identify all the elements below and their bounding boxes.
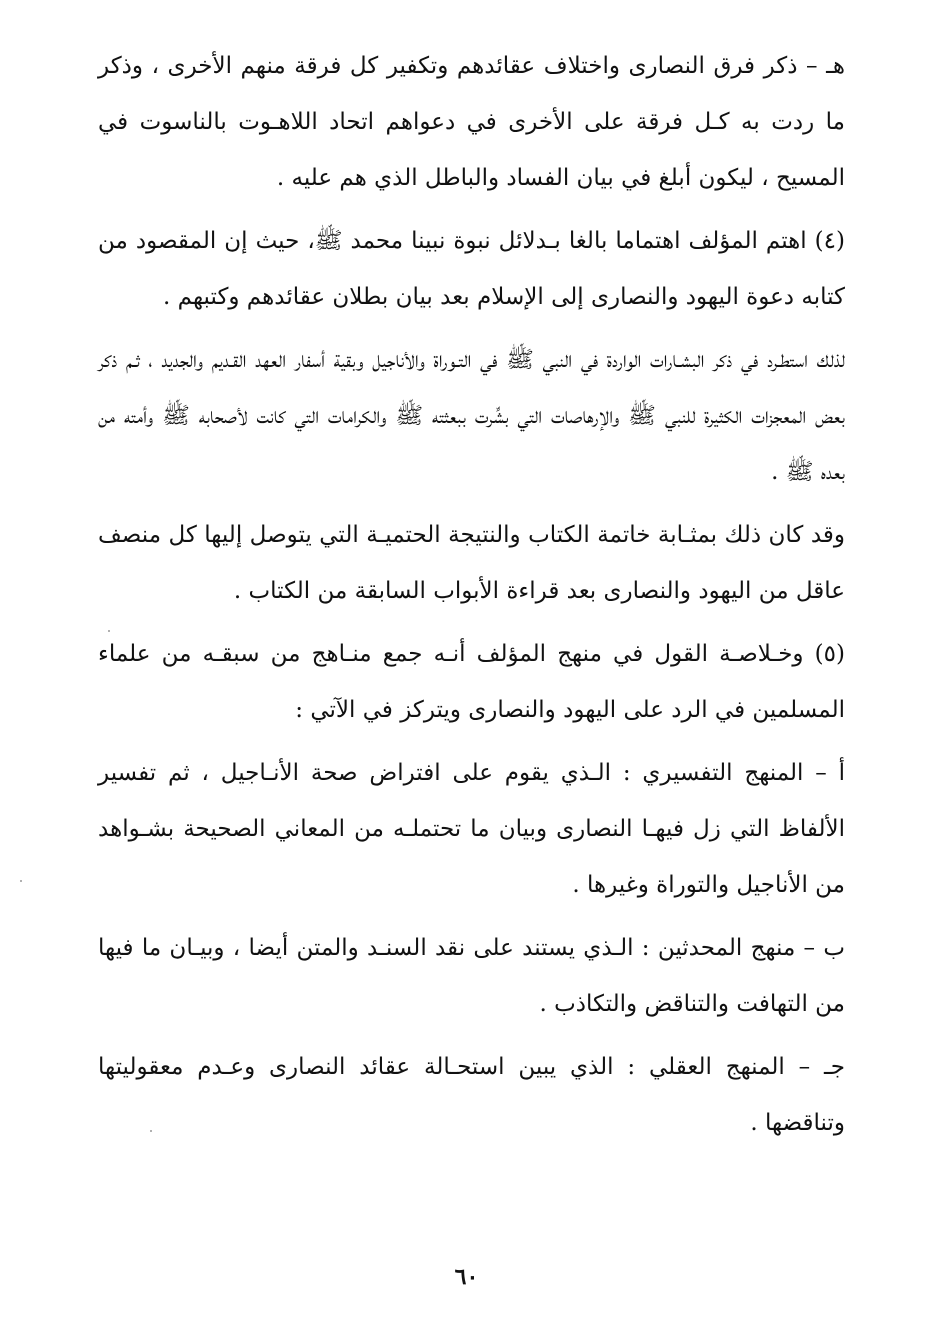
paragraph-method-summary: (٥) وخـلاصـة القول في منهج المؤلف أنـه جمع منـاهج من سبقـه من علماء المسلمين في الرد على اليهود والنصارى ويتركز في الآتي : [98, 641, 845, 723]
paragraph-rational-method: جـ – المنهج العقلي : الذي يبين استحـالة عقائد النصارى وعـدم معقوليتها وتناقضها . [98, 1054, 845, 1136]
paragraph-proofs-of-prophethood: (٤) اهتم المؤلف اهتماما بالغا بـدلائل نبوة نبينا محمد ﷺ، حيث إن المقصود من كتابه دعوة اليهود والنصارى إلى الإسلام بعد بيان بطلان عقائدهم وكتبهم . [98, 228, 845, 310]
paragraph-hadith-method: ب – منهج المحدثين : الـذي يستند على نقد السنـد والمتن أيضا ، وبيـان ما فيها من التهافت والتناقض والتكاذب . [98, 935, 845, 1017]
scan-speck [108, 630, 110, 632]
page-number: ٦٠ [454, 1264, 479, 1290]
paragraph-sects-of-christians: هـ – ذكر فرق النصارى واختلاف عقائدهم وتكفير كل فرقة منهم الأخرى ، وذكر ما ردت به كـل فرقة على الأخرى في دعواهم اتحاد اللاهـوت بالناسوت في المسيح ، ليكون أبلغ في بيان الفساد والباطل الذي هم عليه . [98, 53, 845, 191]
paragraph-glad-tidings: لذلك استطـرد في ذكر البشـارات الواردة في النبي ﷺ في التـوراة والأناجيل وبقية أسفار العهد القـديم والجديد ، ثـم ذكر بعض المعجزات الكثيرة للنبي ﷺ والإرهاصات التي بشِّرت ببعثته ﷺ والكرامات التي كانت لأصحابه ﷺ وأمته من بعده ﷺ . [98, 347, 845, 485]
paragraph-book-conclusion: وقد كان ذلك بمثـابة خاتمة الكتاب والنتيجة الحتميـة التي يتوصل إليها كل منصف عاقل من اليهود والنصارى بعد قراءة الأبواب السابقة من الكتاب . [98, 522, 845, 604]
page-body [98, 38, 845, 1151]
paragraph-exegetical-method: أ – المنهج التفسيري : الـذي يقوم على افتراض صحة الأنـاجيل ، ثم تفسير الألفاظ التي زل فيهـا النصارى وبيان ما تحتملـه من المعاني الصحيحة بشـواهد من الأناجيل والتوراة وغيرها . [98, 760, 845, 898]
scan-speck [20, 880, 22, 882]
scan-speck [150, 1130, 152, 1132]
